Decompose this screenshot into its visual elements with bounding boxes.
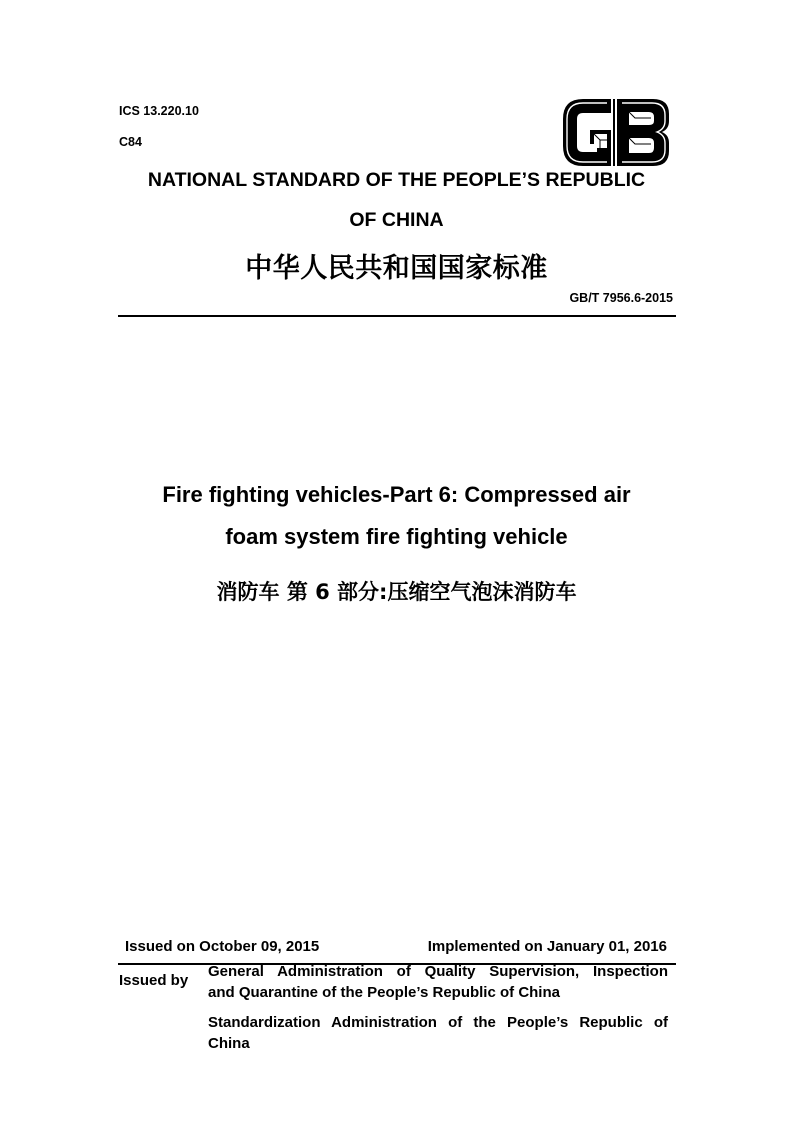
national-standard-title-cn: 中华人民共和国国家标准 (245, 253, 548, 284)
issuer-aqsiq (208, 961, 668, 1003)
document-title-cn: 消防车 第 6 部分:压缩空气泡沫消防车 (216, 580, 577, 604)
issued-by-label: Issued by (119, 972, 189, 989)
issuer-line: China (208, 1035, 250, 1052)
ccs-code: C84 (119, 135, 142, 149)
issuer-line: General Administration of Quality Supervision, Inspection (208, 963, 668, 980)
ics-code: ICS 13.220.10 (119, 104, 199, 118)
gb-logo-icon (561, 97, 672, 168)
standard-number: GB/T 7956.6-2015 (569, 291, 673, 305)
issuer-sac (208, 1012, 668, 1054)
issuer-line: Standardization Administration of the People’s Republic of (208, 1014, 668, 1031)
implemented-on-date: Implemented on January 01, 2016 (427, 938, 667, 955)
national-standard-title-line1: NATIONAL STANDARD OF THE PEOPLE’S REPUBLIC (147, 169, 646, 191)
issued-on-date: Issued on October 09, 2015 (125, 938, 320, 955)
document-title-line1: Fire fighting vehicles-Part 6: Compressed air (162, 482, 631, 507)
header-divider (118, 315, 676, 317)
document-title-line2: foam system fire fighting vehicle (225, 524, 568, 549)
issuer-line: and Quarantine of the People’s Republic of China (208, 984, 560, 1001)
national-standard-title-line2: OF CHINA (349, 209, 444, 231)
